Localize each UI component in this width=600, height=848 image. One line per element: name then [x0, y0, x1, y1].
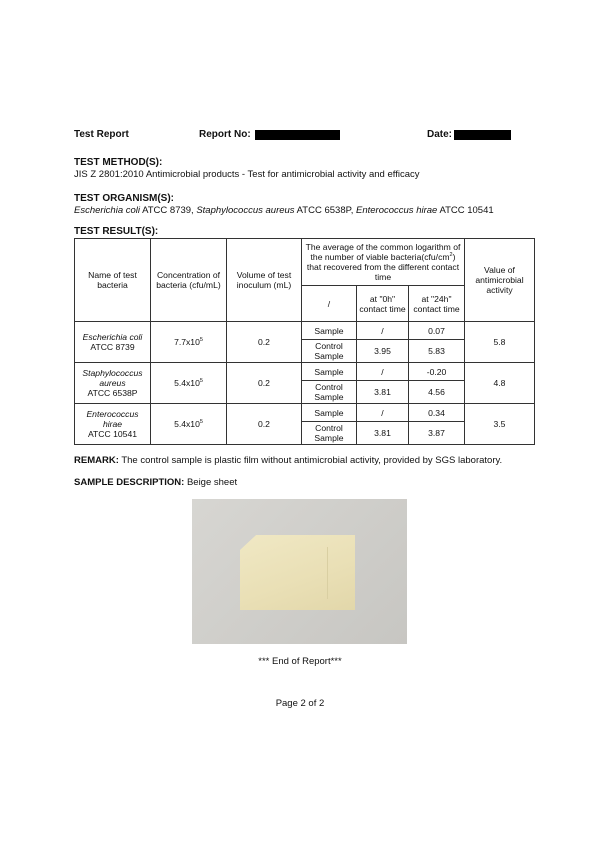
control-0h: 3.95: [357, 340, 409, 363]
concentration-base: 5.4x10: [174, 378, 200, 388]
table-row: [75, 363, 535, 381]
sample-description-text: Beige sheet: [184, 477, 238, 488]
end-of-report: *** End of Report***: [258, 656, 342, 667]
header-average-log-text: The average of the common logarithm of the number of viable bacteria(cfu/cm: [305, 242, 461, 262]
table-row: [75, 404, 535, 422]
results-table: [74, 238, 535, 445]
beige-sheet: [240, 535, 355, 610]
organism-atcc: ATCC 10541: [437, 205, 494, 216]
header-name-of-test-bacteria: Name of test bacteria: [75, 239, 151, 322]
control-label: Control Sample: [302, 340, 357, 363]
header-value-antimicrobial: Value of antimicrobial activity: [465, 239, 535, 322]
test-organism-heading: TEST ORGANISM(S):: [74, 193, 174, 204]
volume-cell: 0.2: [227, 404, 302, 445]
concentration-exponent: 5: [199, 378, 203, 385]
sample-24h: 0.07: [409, 322, 465, 340]
sample-photo: [192, 499, 407, 644]
volume-cell: 0.2: [227, 363, 302, 404]
control-0h: 3.81: [357, 422, 409, 445]
sample-24h: -0.20: [409, 363, 465, 381]
control-24h: 3.87: [409, 422, 465, 445]
sample-label: Sample: [302, 322, 357, 340]
header-average-log: [302, 239, 465, 286]
subheader-0h: at "0h" contact time: [357, 286, 409, 322]
concentration-base: 7.7x10: [174, 337, 200, 347]
test-report-label: Test Report: [74, 129, 129, 140]
redacted-date: [454, 130, 511, 140]
control-label: Control Sample: [302, 422, 357, 445]
control-24h: 5.83: [409, 340, 465, 363]
sample-0h: /: [357, 404, 409, 422]
subheader-24h: at "24h" contact time: [409, 286, 465, 322]
control-24h: 4.56: [409, 381, 465, 404]
organism-name: Escherichia coli: [74, 205, 140, 216]
sample-label: Sample: [302, 404, 357, 422]
test-organism-text: [74, 205, 494, 216]
subheader-blank: /: [302, 286, 357, 322]
header-volume: Volume of test inoculum (mL): [227, 239, 302, 322]
concentration-cell: [151, 322, 227, 363]
organism-name: Enterococcus hirae: [356, 205, 438, 216]
volume-cell: 0.2: [227, 322, 302, 363]
antimicrobial-value: 3.5: [465, 404, 535, 445]
concentration-cell: [151, 363, 227, 404]
test-method-heading: TEST METHOD(S):: [74, 157, 163, 168]
header-concentration: Concentration of bacteria (cfu/mL): [151, 239, 227, 322]
test-method-text: JIS Z 2801:2010 Antimicrobial products - Test for antimicrobial activity and efficacy: [74, 169, 420, 180]
bacteria-atcc: ATCC 10541: [87, 429, 138, 439]
concentration-base: 5.4x10: [174, 419, 200, 429]
control-0h: 3.81: [357, 381, 409, 404]
concentration-exponent: 5: [199, 419, 203, 426]
organism-atcc: ATCC 8739,: [140, 205, 197, 216]
control-label: Control Sample: [302, 381, 357, 404]
date-label: Date:: [427, 129, 453, 140]
bacteria-name: Escherichia coli: [82, 332, 143, 342]
remark-label: REMARK:: [74, 455, 119, 466]
organism-name: Staphylococcus aureus: [196, 205, 295, 216]
organism-atcc: ATCC 6538P,: [294, 205, 356, 216]
bacteria-name-cell: [75, 363, 151, 404]
bacteria-name: Staphylococcus aureus: [82, 368, 143, 388]
antimicrobial-value: 4.8: [465, 363, 535, 404]
sample-0h: /: [357, 363, 409, 381]
remark: [74, 455, 502, 466]
remark-text: The control sample is plastic film without antimicrobial activity, provided by SGS laboratory.: [118, 455, 503, 466]
report-no-label: Report No:: [199, 129, 251, 140]
sample-description: [74, 477, 237, 488]
header-average-log-sup: 2: [449, 252, 453, 259]
redacted-report-no: [255, 130, 340, 140]
bacteria-name-cell: [75, 404, 151, 445]
concentration-cell: [151, 404, 227, 445]
antimicrobial-value: 5.8: [465, 322, 535, 363]
page-number: Page 2 of 2: [275, 698, 325, 709]
test-result-heading: TEST RESULT(S):: [74, 226, 159, 237]
sample-label: Sample: [302, 363, 357, 381]
sample-24h: 0.34: [409, 404, 465, 422]
concentration-exponent: 5: [199, 337, 203, 344]
sample-description-label: SAMPLE DESCRIPTION:: [74, 477, 185, 488]
bacteria-atcc: ATCC 8739: [90, 342, 135, 352]
bacteria-name: Enterococcus hirae: [86, 409, 139, 429]
header-average-log-text-end: ) that recovered from the different contact time: [306, 252, 460, 282]
sample-0h: /: [357, 322, 409, 340]
bacteria-name-cell: [75, 322, 151, 363]
sheet-fold-line: [327, 547, 328, 599]
bacteria-atcc: ATCC 6538P: [87, 388, 138, 398]
table-row: [75, 322, 535, 340]
